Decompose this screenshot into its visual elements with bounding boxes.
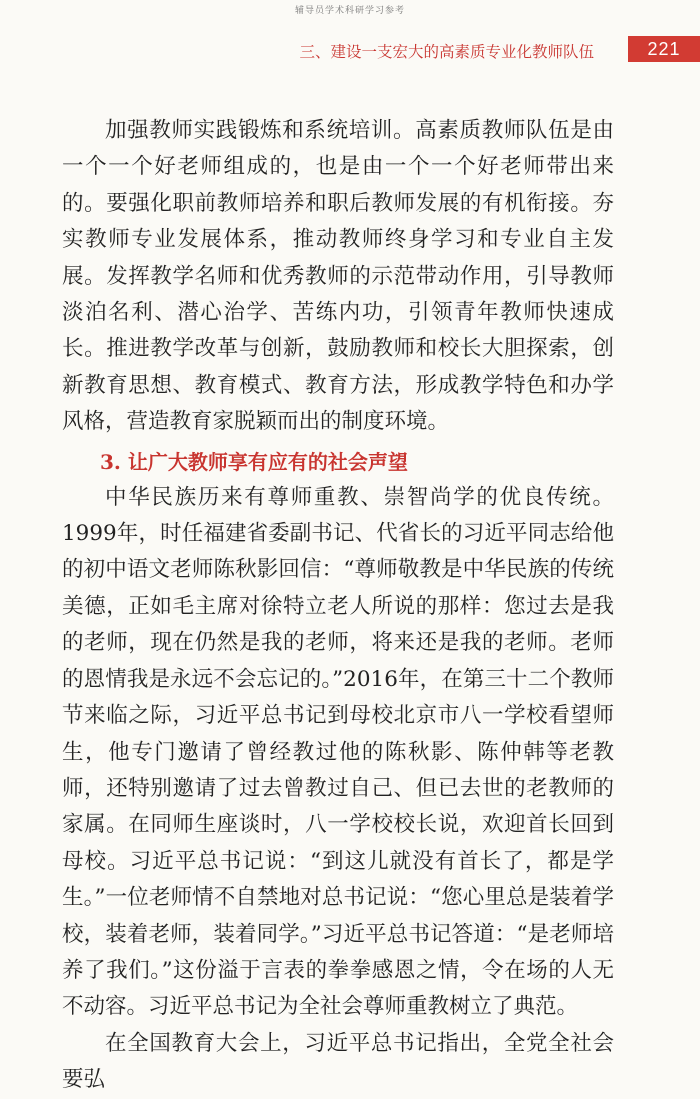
chapter-title: 三、建设一支宏大的高素质专业化教师队伍	[299, 43, 594, 61]
page-header	[0, 36, 700, 66]
paragraph: 中华民族历来有尊师重教、崇智尚学的优良传统。1999年，时任福建省委副书记、代省长的习近平同志给他的初中语文老师陈秋影回信：“尊师敬教是中华民族的传统美德，正如毛主席对徐特立老人所说的那样：您过去是我的老师，现在仍然是我的老师，将来还是我的老师。老师的恩情我是永远不会忘记的。”2016年，在第三十二个教师节来临之际，习近平总书记到母校北京市八一学校看望师生，他专门邀请了曾经教过他的陈秋影、陈仲韩等老教师，还特别邀请了过去曾教过自己、但已去世的老教师的家属。在同师生座谈时，八一学校校长说，欢迎首长回到母校。习近平总书记说：“到这儿就没有首长了，都是学生。”一位老师情不自禁地对总书记说：“您心里总是装着学校，装着老师，装着同学。”习近平总书记答道：“是老师培养了我们。”这份溢于言表的拳拳感恩之情，令在场的人无不动容。习近平总书记为全社会尊师重教树立了典范。	[62, 484, 614, 1020]
page-number-badge	[628, 36, 700, 62]
page-number: 221	[647, 39, 681, 59]
section-heading: 3. 让广大教师享有应有的社会声望	[100, 449, 408, 474]
top-note: 辅导员学术科研学习参考	[294, 6, 405, 16]
page-body	[62, 113, 614, 1099]
paragraph: 加强教师实践锻炼和系统培训。高素质教师队伍是由一个一个好老师组成的，也是由一个一个好老师带出来的。要强化职前教师培养和职后教师发展的有机衔接。夯实教师专业发展体系，推动教师终身学习和专业自主发展。发挥教学名师和优秀教师的示范带动作用，引导教师淡泊名利、潜心治学、苦练内功，引领青年教师快速成长。推进教学改革与创新，鼓励教师和校长大胆探索，创新教育思想、教育模式、教育方法，形成教学特色和办学风格，营造教育家脱颖而出的制度环境。	[62, 118, 614, 435]
paragraph: 在全国教育大会上，习近平总书记指出，全党全社会要弘	[62, 1030, 614, 1093]
